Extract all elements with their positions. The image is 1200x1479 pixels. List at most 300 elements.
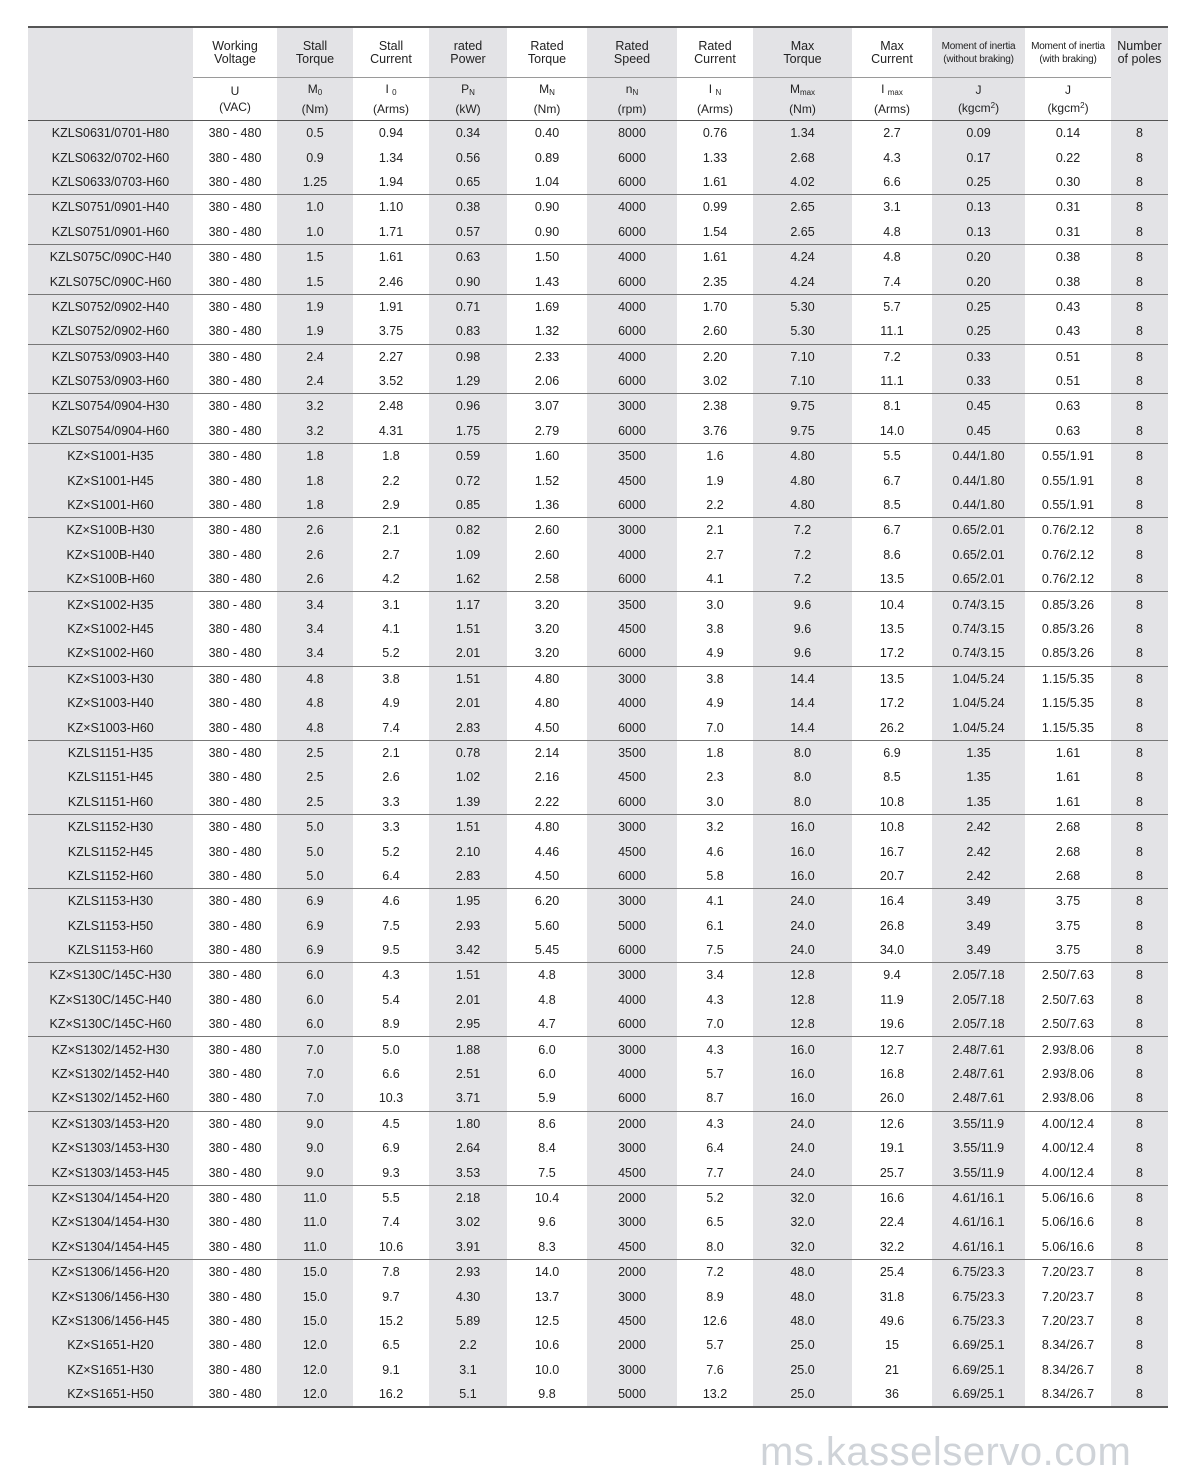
table-cell: 1.52: [534, 473, 560, 488]
table-cell: 4500: [587, 1160, 677, 1185]
table-cell: 0.72: [429, 468, 507, 492]
table-cell: 3.8: [706, 622, 724, 636]
table-cell: 1.33: [702, 150, 728, 165]
table-cell: 6.6: [883, 174, 901, 189]
table-cell: 15.0: [277, 1259, 353, 1284]
table-cell: 1.43: [534, 274, 560, 289]
table-cell: 13.5: [879, 622, 905, 636]
table-cell: 0.90: [534, 224, 560, 239]
table-cell: 1.35: [932, 765, 1025, 789]
model-cell: KZ×S100B-H40: [28, 543, 193, 567]
table-cell: 8.6: [507, 1111, 587, 1136]
table-cell: 4500: [587, 1235, 677, 1260]
table-cell: 1.61: [1055, 770, 1081, 785]
table-cell: 4.46: [534, 844, 560, 859]
table-cell: 1.02: [429, 765, 507, 789]
table-cell: 7.10: [753, 369, 852, 394]
table-cell: 9.75: [753, 419, 852, 444]
model-cell: KZLS0754/0904-H60: [28, 419, 193, 444]
table-cell: 4000: [587, 1062, 677, 1086]
unit-inertia-without: J (kgcm$^2$): [932, 78, 1025, 121]
header-stall-torque: Stall Torque: [277, 27, 353, 78]
table-cell: 2.93/8.06: [1041, 1067, 1095, 1082]
table-cell: 1.6: [677, 444, 753, 469]
model-cell: KZLS1153-H60: [28, 938, 193, 963]
table-cell: 4000: [587, 244, 677, 269]
table-cell: 3.0: [706, 794, 724, 809]
table-row: [28, 1284, 1168, 1308]
table-cell: 9.4: [852, 963, 932, 988]
table-cell: 4.31: [378, 423, 404, 438]
table-cell: 5.89: [429, 1309, 507, 1333]
table-cell: 12.0: [277, 1333, 353, 1357]
table-row: [28, 740, 1168, 765]
table-cell: 1.8: [677, 740, 753, 765]
table-cell: 5.2: [382, 646, 400, 661]
table-cell: 1.94: [378, 174, 404, 189]
model-cell: KZ×S1303/1453-H30: [28, 1136, 193, 1160]
header-stall-current: Stall Current: [353, 27, 429, 78]
table-cell: 32.2: [879, 1239, 905, 1254]
table-cell: 5.2: [677, 1185, 753, 1210]
table-cell: 8: [1111, 567, 1168, 592]
table-row: [28, 1037, 1168, 1062]
table-cell: 1.9: [277, 294, 353, 319]
motor-spec-table: [28, 26, 1168, 1408]
table-cell: 0.55/1.91: [1041, 473, 1095, 488]
table-cell: 0.78: [429, 740, 507, 765]
table-cell: 3.52: [378, 374, 404, 389]
table-cell: 1.34: [378, 150, 404, 165]
table-cell: 6000: [587, 170, 677, 195]
table-cell: 7.5: [706, 943, 724, 958]
table-cell: 4.30: [429, 1284, 507, 1308]
table-cell: 10.8: [879, 794, 905, 809]
table-cell: 1.04/5.24: [932, 691, 1025, 715]
table-cell: 4.8: [277, 715, 353, 740]
table-cell: 8: [1111, 1111, 1168, 1136]
table-cell: 3.8: [677, 666, 753, 691]
table-cell: 8: [1111, 170, 1168, 195]
table-cell: 6.4: [706, 1141, 724, 1156]
table-cell: 3000: [587, 518, 677, 543]
model-cell: KZ×S1002-H60: [28, 641, 193, 666]
table-row: [28, 220, 1168, 245]
table-cell: 8: [1111, 1037, 1168, 1062]
table-cell: 0.85/3.26: [1025, 592, 1111, 617]
table-cell: 4.3: [883, 150, 901, 165]
table-cell: 0.43: [1025, 294, 1111, 319]
model-cell: KZ×S1302/1452-H30: [28, 1037, 193, 1062]
table-cell: 15.2: [378, 1313, 404, 1328]
table-cell: 8: [1111, 1309, 1168, 1333]
table-cell: 3.75: [378, 324, 404, 339]
table-row: [28, 1333, 1168, 1357]
model-cell: KZ×S1001-H60: [28, 493, 193, 518]
table-cell: 12.8: [753, 988, 852, 1012]
table-row: [28, 444, 1168, 469]
table-cell: 4500: [587, 617, 677, 641]
table-cell: 7.0: [277, 1086, 353, 1111]
model-cell: KZLS0752/0902-H40: [28, 294, 193, 319]
table-cell: 380 - 480: [208, 1289, 262, 1304]
table-cell: 5.0: [277, 839, 353, 863]
table-cell: 2000: [587, 1333, 677, 1357]
table-cell: 6.7: [883, 473, 901, 488]
table-cell: 4.8: [277, 691, 353, 715]
table-cell: 9.3: [382, 1165, 400, 1180]
table-cell: 9.7: [382, 1289, 400, 1304]
table-cell: 0.85/3.26: [1041, 646, 1095, 661]
table-cell: 8.7: [706, 1091, 724, 1106]
table-cell: 380 - 480: [193, 814, 277, 839]
table-cell: 0.74/3.15: [932, 617, 1025, 641]
table-cell: 380 - 480: [193, 963, 277, 988]
table-cell: 2.16: [534, 770, 560, 785]
table-cell: 2.33: [507, 344, 587, 369]
table-cell: 2.10: [429, 839, 507, 863]
table-cell: 12.7: [852, 1037, 932, 1062]
table-cell: 3.49: [932, 938, 1025, 963]
table-cell: 6.69/25.1: [932, 1358, 1025, 1382]
table-cell: 8: [1111, 294, 1168, 319]
table-cell: 0.30: [1055, 174, 1081, 189]
table-cell: 6.0: [538, 1067, 556, 1082]
table-cell: 2.50/7.63: [1041, 992, 1095, 1007]
table-cell: 21: [885, 1362, 899, 1377]
table-cell: 8: [1111, 369, 1168, 394]
table-row: [28, 1012, 1168, 1037]
table-cell: 12.5: [534, 1313, 560, 1328]
header-rated-torque: Rated Torque: [507, 27, 587, 78]
table-row: [28, 889, 1168, 914]
table-cell: 3.55/11.9: [932, 1136, 1025, 1160]
table-cell: 2000: [587, 1259, 677, 1284]
table-cell: 31.8: [879, 1289, 905, 1304]
table-cell: 8: [1111, 145, 1168, 169]
model-cell: KZ×S1002-H35: [28, 592, 193, 617]
table-cell: 7.4: [883, 274, 901, 289]
table-cell: 1.80: [429, 1111, 507, 1136]
table-cell: 3.4: [677, 963, 753, 988]
table-cell: 2.9: [382, 498, 400, 513]
table-cell: 8: [1111, 740, 1168, 765]
table-cell: 7.2: [677, 1259, 753, 1284]
table-cell: 380 - 480: [193, 740, 277, 765]
table-cell: 4500: [587, 1309, 677, 1333]
table-cell: 7.20/23.7: [1041, 1313, 1095, 1328]
table-cell: 8: [1111, 1210, 1168, 1234]
table-row: [28, 1235, 1168, 1260]
table-cell: 7.20/23.7: [1041, 1289, 1095, 1304]
table-cell: 3.55/11.9: [932, 1111, 1025, 1136]
table-row: [28, 666, 1168, 691]
table-cell: 49.6: [879, 1313, 905, 1328]
table-cell: 380 - 480: [208, 374, 262, 389]
table-cell: 24.0: [753, 938, 852, 963]
table-cell: 0.90: [507, 195, 587, 220]
table-cell: 10.6: [534, 1338, 560, 1353]
table-cell: 5.4: [382, 992, 400, 1007]
table-row: [28, 1160, 1168, 1185]
table-cell: 4.9: [706, 696, 724, 711]
table-cell: 4000: [587, 195, 677, 220]
table-cell: 1.8: [277, 444, 353, 469]
table-row: [28, 269, 1168, 294]
table-cell: 0.22: [1055, 150, 1081, 165]
table-cell: 8: [1111, 419, 1168, 444]
table-cell: 0.33: [932, 344, 1025, 369]
model-cell: KZ×S1651-H50: [28, 1382, 193, 1407]
table-cell: 8: [1111, 641, 1168, 666]
table-row: [28, 493, 1168, 518]
spec-table-body: [28, 121, 1168, 1408]
table-cell: 3.1: [429, 1358, 507, 1382]
model-cell: KZLS0751/0901-H60: [28, 220, 193, 245]
table-cell: 0.65: [429, 170, 507, 195]
table-cell: 2.5: [277, 740, 353, 765]
table-cell: 3.3: [382, 794, 400, 809]
table-cell: 1.50: [507, 244, 587, 269]
table-cell: 15.0: [277, 1284, 353, 1308]
table-cell: 6000: [587, 938, 677, 963]
model-cell: KZ×S1001-H45: [28, 468, 193, 492]
table-cell: 380 - 480: [208, 473, 262, 488]
table-cell: 1.36: [534, 498, 560, 513]
table-cell: 3.53: [429, 1160, 507, 1185]
table-cell: 0.59: [429, 444, 507, 469]
table-cell: 8: [1111, 1062, 1168, 1086]
table-cell: 4.1: [706, 572, 724, 587]
table-cell: 17.2: [879, 646, 905, 661]
table-cell: 0.55/1.91: [1041, 498, 1095, 513]
table-cell: 0.94: [353, 121, 429, 146]
table-cell: 2.5: [277, 765, 353, 789]
table-cell: 380 - 480: [208, 1313, 262, 1328]
table-cell: 10.8: [852, 814, 932, 839]
table-cell: 2.01: [429, 988, 507, 1012]
model-cell: KZ×S1303/1453-H20: [28, 1111, 193, 1136]
table-cell: 3.49: [932, 914, 1025, 938]
table-cell: 380 - 480: [208, 324, 262, 339]
table-cell: 2.5: [277, 790, 353, 815]
unit-voltage: U (VAC): [193, 78, 277, 121]
table-cell: 6.0: [507, 1037, 587, 1062]
table-cell: 5.0: [277, 864, 353, 889]
table-cell: 3.4: [277, 592, 353, 617]
table-cell: 12.8: [753, 963, 852, 988]
table-cell: 1.61: [1055, 794, 1081, 809]
table-cell: 4.00/12.4: [1041, 1165, 1095, 1180]
table-cell: 2.3: [706, 770, 724, 785]
model-cell: KZ×S1651-H20: [28, 1333, 193, 1357]
table-cell: 8: [1111, 195, 1168, 220]
table-cell: 2.65: [753, 220, 852, 245]
table-cell: 4.24: [753, 269, 852, 294]
table-cell: 5.30: [753, 319, 852, 344]
model-cell: KZLS0754/0904-H30: [28, 394, 193, 419]
table-cell: 6.5: [382, 1338, 400, 1353]
table-cell: 32.0: [753, 1185, 852, 1210]
table-cell: 0.76/2.12: [1041, 572, 1095, 587]
table-cell: 9.6: [753, 641, 852, 666]
model-cell: KZ×S1001-H35: [28, 444, 193, 469]
table-cell: 0.44/1.80: [932, 493, 1025, 518]
watermark: ms.kasselservo.com: [760, 1430, 1132, 1474]
table-cell: 8.34/26.7: [1041, 1338, 1095, 1353]
table-cell: 7.20/23.7: [1025, 1259, 1111, 1284]
table-cell: 7.6: [706, 1362, 724, 1377]
table-cell: 0.17: [932, 145, 1025, 169]
table-cell: 2.2: [382, 473, 400, 488]
table-cell: 380 - 480: [193, 518, 277, 543]
table-cell: 4.8: [277, 666, 353, 691]
table-cell: 2.48/7.61: [932, 1062, 1025, 1086]
table-cell: 9.0: [277, 1111, 353, 1136]
table-cell: 4.7: [538, 1017, 556, 1032]
table-cell: 1.15/5.35: [1025, 666, 1111, 691]
table-cell: 1.34: [753, 121, 852, 146]
table-cell: 2.6: [277, 567, 353, 592]
table-cell: 6000: [587, 319, 677, 344]
table-cell: 6.75/23.3: [932, 1309, 1025, 1333]
header-number-of-poles: Number of poles: [1111, 27, 1168, 78]
table-cell: 13.2: [677, 1382, 753, 1407]
table-cell: 380 - 480: [208, 1067, 262, 1082]
table-row: [28, 715, 1168, 740]
table-cell: 0.45: [932, 419, 1025, 444]
table-cell: 380 - 480: [208, 150, 262, 165]
table-cell: 8.0: [753, 765, 852, 789]
table-cell: 6000: [587, 220, 677, 245]
table-cell: 4.3: [677, 1111, 753, 1136]
table-cell: 380 - 480: [193, 394, 277, 419]
table-cell: 2000: [587, 1111, 677, 1136]
table-cell: 1.04/5.24: [932, 666, 1025, 691]
model-cell: KZ×S1002-H45: [28, 617, 193, 641]
table-cell: 3000: [587, 1284, 677, 1308]
table-cell: 5.8: [706, 868, 724, 883]
table-cell: 4.80: [507, 666, 587, 691]
table-cell: 4.50: [534, 720, 560, 735]
table-cell: 2.06: [534, 374, 560, 389]
table-cell: 2.6: [277, 518, 353, 543]
table-cell: 1.15/5.35: [1041, 696, 1095, 711]
table-cell: 0.99: [677, 195, 753, 220]
table-cell: 14.4: [753, 691, 852, 715]
table-cell: 380 - 480: [208, 943, 262, 958]
table-cell: 2.7: [382, 547, 400, 562]
table-cell: 5000: [587, 914, 677, 938]
table-cell: 1.5: [277, 269, 353, 294]
table-cell: 380 - 480: [208, 274, 262, 289]
table-cell: 16.0: [753, 839, 852, 863]
table-cell: 3500: [587, 740, 677, 765]
table-cell: 8.5: [883, 770, 901, 785]
table-cell: 8: [1111, 1382, 1168, 1407]
table-cell: 22.4: [879, 1215, 905, 1230]
table-cell: 13.5: [852, 666, 932, 691]
table-cell: 4000: [587, 988, 677, 1012]
table-cell: 8: [1111, 1185, 1168, 1210]
table-cell: 7.2: [753, 567, 852, 592]
table-cell: 17.2: [879, 696, 905, 711]
table-cell: 0.51: [1025, 344, 1111, 369]
table-cell: 6000: [587, 493, 677, 518]
table-cell: 0.96: [429, 394, 507, 419]
table-cell: 4.61/16.1: [932, 1185, 1025, 1210]
table-cell: 3500: [587, 592, 677, 617]
table-cell: 8: [1111, 914, 1168, 938]
table-cell: 8.34/26.7: [1025, 1382, 1111, 1407]
table-cell: 2.93: [429, 1259, 507, 1284]
table-cell: 3.76: [702, 423, 728, 438]
table-cell: 9.0: [277, 1136, 353, 1160]
table-cell: 0.20: [932, 269, 1025, 294]
table-cell: 0.56: [429, 145, 507, 169]
table-cell: 4.9: [382, 696, 400, 711]
unit-inertia-with: J (kgcm$^2$): [1025, 78, 1111, 121]
table-cell: 1.61: [677, 244, 753, 269]
table-cell: 2.46: [378, 274, 404, 289]
table-cell: 380 - 480: [208, 696, 262, 711]
table-cell: 380 - 480: [208, 1017, 262, 1032]
table-cell: 380 - 480: [208, 1239, 262, 1254]
table-cell: 2.58: [534, 572, 560, 587]
table-cell: 1.5: [277, 244, 353, 269]
table-cell: 0.9: [277, 145, 353, 169]
table-cell: 13.7: [534, 1289, 560, 1304]
table-cell: 380 - 480: [208, 622, 262, 636]
table-cell: 4.00/12.4: [1025, 1111, 1111, 1136]
table-cell: 6.75/23.3: [932, 1284, 1025, 1308]
table-cell: 5000: [587, 1382, 677, 1407]
table-cell: 6.9: [382, 1141, 400, 1156]
table-cell: 2.18: [429, 1185, 507, 1210]
table-cell: 7.4: [382, 1215, 400, 1230]
table-cell: 0.25: [932, 170, 1025, 195]
table-cell: 380 - 480: [208, 720, 262, 735]
table-row: [28, 145, 1168, 169]
table-cell: 7.2: [852, 344, 932, 369]
table-cell: 6000: [587, 145, 677, 169]
table-cell: 6.1: [706, 918, 724, 933]
table-cell: 5.7: [706, 1338, 724, 1353]
table-cell: 12.6: [852, 1111, 932, 1136]
table-cell: 8: [1111, 344, 1168, 369]
table-cell: 6.9: [277, 938, 353, 963]
table-row: [28, 864, 1168, 889]
table-cell: 9.6: [753, 592, 852, 617]
table-cell: 4.80: [753, 468, 852, 492]
table-cell: 7.10: [753, 344, 852, 369]
table-cell: 8.34/26.7: [1041, 1362, 1095, 1377]
table-cell: 2.7: [852, 121, 932, 146]
table-cell: 8: [1111, 666, 1168, 691]
table-cell: 8.9: [382, 1017, 400, 1032]
table-cell: 4.80: [753, 444, 852, 469]
model-cell: KZLS1152-H45: [28, 839, 193, 863]
table-cell: 3.71: [429, 1086, 507, 1111]
table-cell: 380 - 480: [193, 666, 277, 691]
table-cell: 0.90: [429, 269, 507, 294]
header-inertia-with-braking: Moment of inertia (with braking): [1025, 27, 1111, 78]
table-cell: 14.0: [507, 1259, 587, 1284]
table-cell: 26.0: [879, 1091, 905, 1106]
table-row: [28, 839, 1168, 863]
table-cell: 3.75: [1025, 889, 1111, 914]
table-cell: 4.50: [534, 868, 560, 883]
